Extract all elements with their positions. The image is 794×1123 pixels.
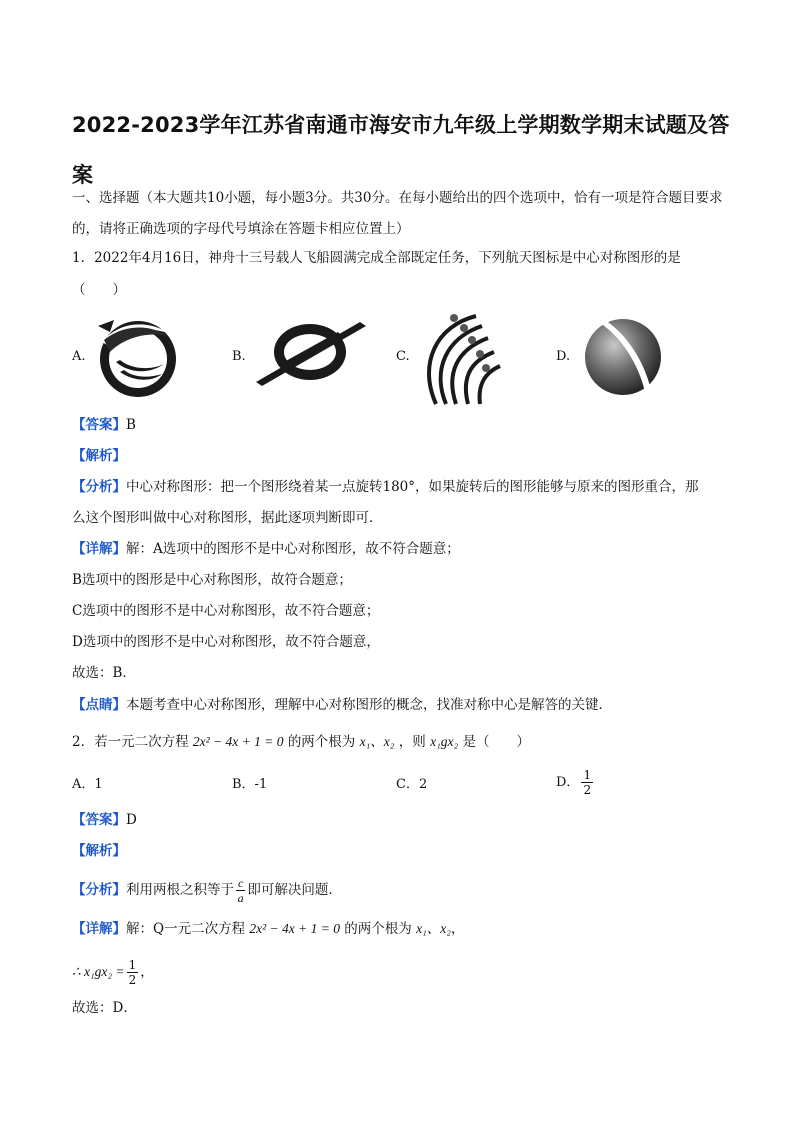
detail-tag: 【详解】: [72, 541, 126, 557]
answer-tag: 【答案】: [72, 812, 126, 828]
option-b-label: B.: [232, 349, 246, 364]
q2-detail-line: [72, 919, 464, 939]
q2-fenxi-a: 利用两根之积等于: [126, 882, 234, 898]
answer-tag: 【答案】: [72, 417, 126, 433]
q1-fenxi-text-1: 中心对称图形：把一个图形绕着某一点旋转180°，如果旋转后的图形能够与原来的图形重合，那: [126, 479, 699, 495]
q2-stem-b: 的两个根为: [287, 734, 356, 750]
option-a-logo-image: [90, 312, 186, 402]
option-d-label: D.: [556, 349, 571, 364]
fraction-numerator: 1: [128, 958, 137, 972]
q1-detail-text-2: B选项中的图形是中心对称图形，故符合题意；: [72, 572, 352, 588]
fraction-denominator: a: [237, 891, 244, 905]
q2-therefore: ∴ x₁gx₂ =: [72, 964, 125, 979]
q2-option-c: C．2: [396, 777, 428, 792]
option-d-logo-image: [576, 310, 666, 400]
q1-detail-text-1: 解：A选项中的图形不是中心对称图形，故不符合题意；: [126, 541, 460, 557]
fraction-denominator: 2: [128, 973, 137, 987]
q2-detail-roots: x₁、x₂: [416, 921, 451, 936]
q2-detail-a: 解：Q一元二次方程: [126, 921, 246, 937]
page-title: 2022-2023学年江苏省南通市海安市九年级上学期数学期末试题及答案: [72, 113, 730, 187]
q1-comment-line: [72, 695, 612, 715]
q2-equation: 2x² − 4x + 1 = 0: [192, 734, 284, 749]
q2-detail-b: 的两个根为: [344, 921, 412, 937]
question-1-paren: （ ）: [72, 282, 126, 298]
q2-choose: 故选：D．: [72, 1000, 137, 1016]
q2-roots: x₁、x₂: [359, 734, 395, 749]
q1-detail-text-3: C选项中的图形不是中心对称图形，故不符合题意；: [72, 603, 380, 619]
q1-answer-line: [72, 415, 136, 435]
q2-analysis-tag: [72, 841, 126, 861]
fenxi-tag: 【分析】: [72, 479, 126, 495]
q1-comment-text: 本题考查中心对称图形，理解中心对称图形的概念，找准对称中心是解答的关键．: [126, 697, 612, 713]
q2-answer-line: [72, 810, 137, 830]
q1-choose: 故选：B．: [72, 665, 136, 681]
q2-detail-c: ，: [450, 921, 465, 937]
q2-stem-a: 2．若一元二次方程: [72, 734, 189, 750]
q1-detail-text-4: D选项中的图形不是中心对称图形，故不符合题意，: [72, 634, 380, 650]
q2-result-fraction: [127, 958, 139, 987]
q1-fenxi-text-2: 么这个图形叫做中心对称图形，据此逐项判断即可．: [72, 510, 383, 526]
question-2-stem: [72, 732, 530, 752]
q2-option-a: A．1: [72, 777, 103, 792]
q2-fenxi-fraction: [236, 876, 245, 905]
q2-fenxi-line: [72, 876, 342, 905]
q2-option-d: [556, 768, 595, 797]
option-c-logo-image: [416, 308, 502, 408]
q2-product: x₁gx₂: [430, 734, 459, 749]
q2-therefore-line: [72, 958, 154, 987]
q2-option-d-label: D．: [556, 775, 580, 790]
q2-detail-equation: 2x² − 4x + 1 = 0: [249, 921, 340, 936]
fraction-denominator: 2: [583, 783, 592, 797]
question-1-stem: 1．2022年4月16日，神舟十三号载人飞船圆满完成全部既定任务，下列航天图标是中心对称图形的是: [72, 250, 681, 266]
fenxi-tag: 【分析】: [72, 882, 126, 898]
q2-stem-c: ，则: [398, 734, 426, 750]
fraction-numerator: 1: [583, 768, 592, 782]
q2-stem-d: 是（ ）: [462, 734, 530, 750]
comment-tag: 【点睛】: [72, 697, 126, 713]
analysis-tag: 【解析】: [72, 448, 126, 464]
q2-fenxi-b: 即可解决问题．: [247, 882, 342, 898]
detail-tag: 【详解】: [72, 921, 126, 937]
fraction-numerator: c: [238, 876, 244, 890]
q2-answer: D: [126, 812, 137, 828]
q1-fenxi-line-1: [72, 477, 699, 497]
q1-answer: B: [126, 417, 136, 433]
q2-result-tail: ，: [140, 964, 154, 980]
q2-option-b: B．-1: [232, 777, 268, 792]
q2-option-d-fraction: [581, 768, 593, 797]
analysis-tag: 【解析】: [72, 843, 126, 859]
option-a-label: A.: [72, 349, 86, 364]
option-b-logo-image: [254, 318, 366, 386]
q1-detail-line-1: [72, 539, 460, 559]
section-heading: 一、选择题（本大题共10小题，每小题3分。共30分。在每小题给出的四个选项中，恰有一项是符合题目要求的，请将正确选项的字母代号填涂在答题卡相应位置上）: [72, 190, 723, 237]
q1-analysis-tag: [72, 446, 126, 466]
option-c-label: C.: [396, 349, 410, 364]
